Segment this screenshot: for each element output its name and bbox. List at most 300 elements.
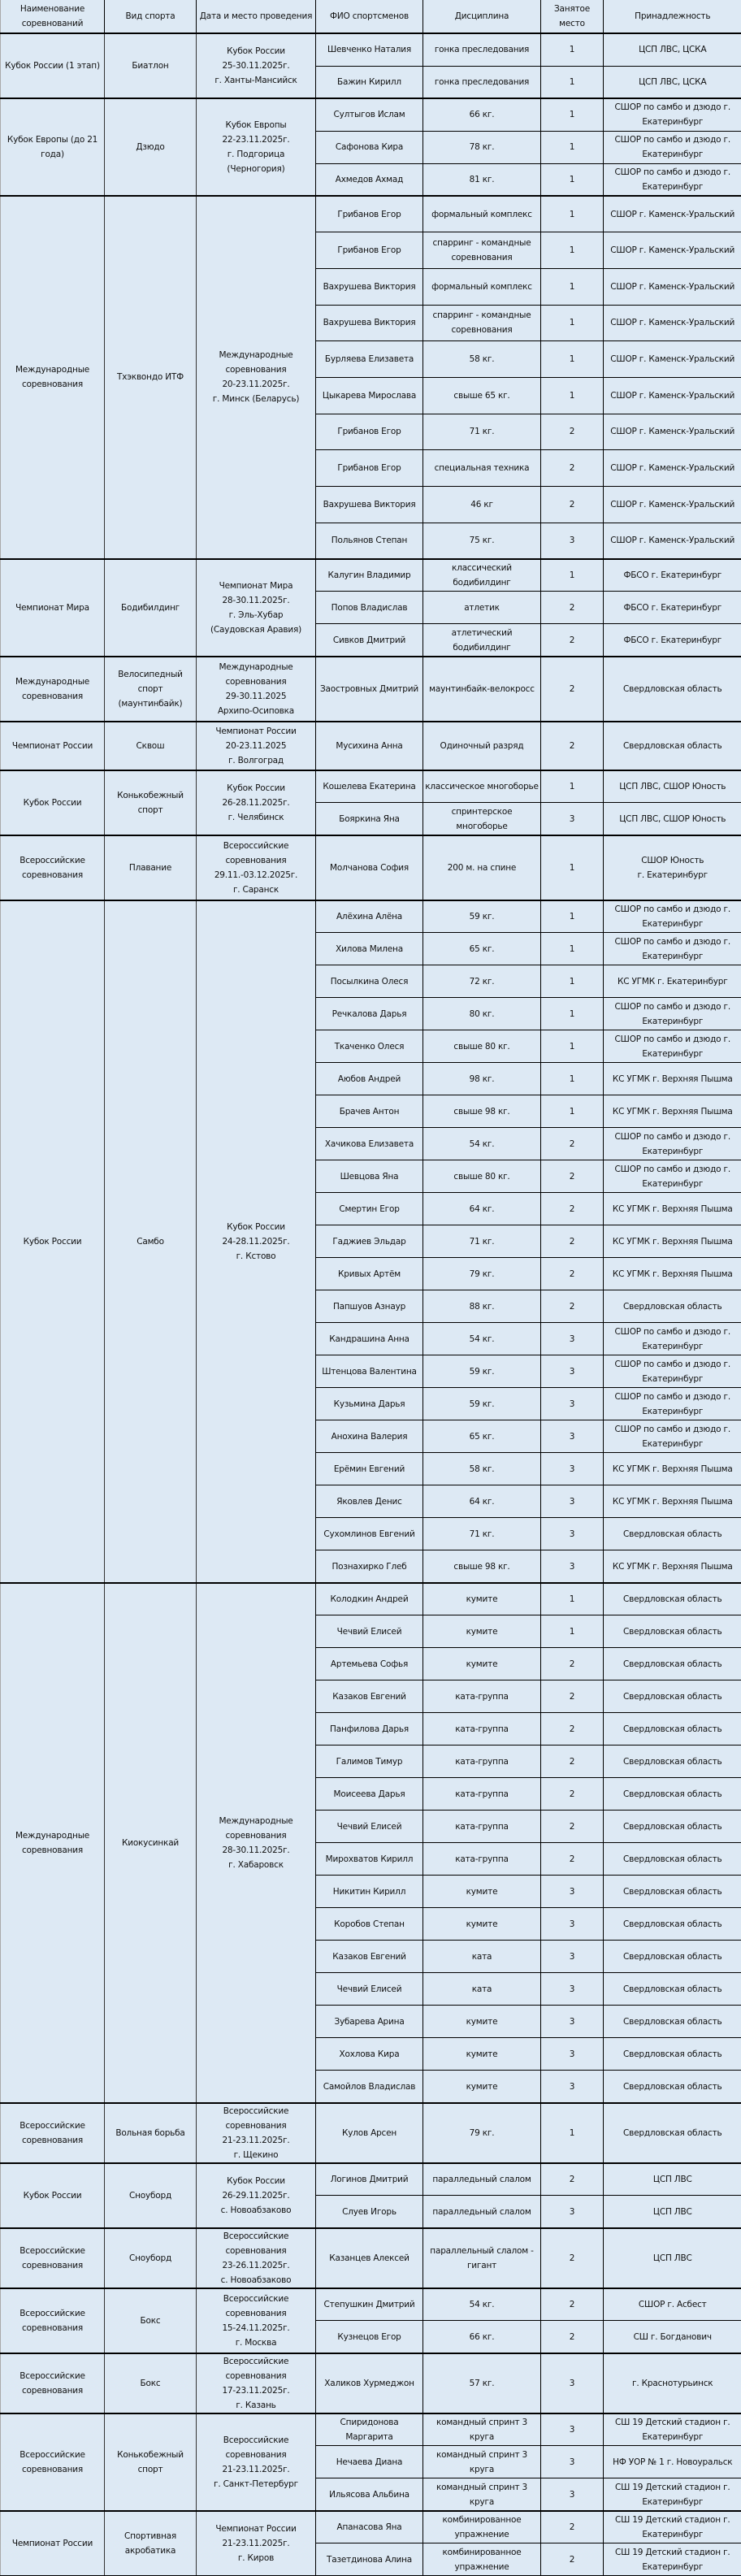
discipline-text: кумите bbox=[466, 2081, 498, 2092]
affiliation-text: КС УГМК г. Верхняя Пышма bbox=[612, 1106, 733, 1117]
place bbox=[541, 1941, 604, 1973]
discipline bbox=[423, 835, 541, 900]
place-text: 1 bbox=[569, 912, 575, 922]
affiliation-text: г. Краснотурьинск bbox=[632, 2378, 713, 2388]
athlete-name-text: Казаков Евгений bbox=[332, 1691, 406, 1702]
affiliation-text: НФ УОР № 1 г. Новоуральск bbox=[613, 2457, 733, 2467]
header-row bbox=[1, 0, 741, 33]
event-date-place-text: Кубок России 25-30.11.2025г. г. Ханты-Мансийск bbox=[214, 46, 297, 85]
affiliation bbox=[604, 900, 741, 933]
athlete-name-text: Бурляева Елизавета bbox=[324, 354, 414, 365]
competition-name bbox=[1, 196, 105, 559]
discipline-text: свыше 80 кг. bbox=[453, 1041, 510, 1052]
place bbox=[541, 1876, 604, 1908]
athlete-name bbox=[316, 1746, 423, 1778]
table-row bbox=[1, 33, 741, 66]
affiliation bbox=[604, 2478, 741, 2511]
place-text: 2 bbox=[569, 2175, 575, 2185]
affiliation bbox=[604, 268, 741, 305]
athlete-name bbox=[316, 232, 423, 269]
place-text: 3 bbox=[569, 2016, 575, 2027]
place-text: 2 bbox=[569, 740, 575, 751]
discipline-text: 57 кг. bbox=[469, 2378, 495, 2388]
place-text: 1 bbox=[569, 110, 575, 120]
sport-type bbox=[105, 2413, 197, 2511]
discipline bbox=[423, 2288, 541, 2321]
place-text: 2 bbox=[569, 1203, 575, 1214]
affiliation bbox=[604, 1648, 741, 1680]
athlete-name-text: Посылкина Олеся bbox=[330, 976, 409, 987]
place-text: 2 bbox=[569, 1724, 575, 1734]
sport-type bbox=[105, 900, 197, 1583]
discipline bbox=[423, 1843, 541, 1876]
affiliation-text: СШОР г. Асбест bbox=[638, 2300, 707, 2310]
athlete-name-text: Заостровных Дмитрий bbox=[319, 683, 419, 694]
sport-type bbox=[105, 2288, 197, 2353]
athlete-name bbox=[316, 487, 423, 523]
athlete-name bbox=[316, 657, 423, 722]
affiliation bbox=[604, 2413, 741, 2446]
athlete-name-text: Спиридонова Маргарита bbox=[340, 2418, 399, 2443]
affiliation-text: ЦСП ЛВС, СШОР Юность bbox=[619, 813, 726, 824]
table-row bbox=[1, 1583, 741, 1615]
place-text: 2 bbox=[569, 1236, 575, 1247]
athlete-name bbox=[316, 450, 423, 487]
affiliation-text: СШОР по самбо и дзюдо г. Екатеринбург bbox=[614, 1164, 730, 1189]
discipline bbox=[423, 1648, 541, 1680]
sport-type-text: Сноуборд bbox=[128, 2190, 172, 2201]
athlete-name-text: Ильясова Альбина bbox=[329, 2489, 410, 2500]
discipline-text: классическое многоборье bbox=[425, 782, 539, 792]
athlete-name bbox=[316, 2288, 423, 2321]
athlete-name bbox=[316, 835, 423, 900]
place bbox=[541, 1258, 604, 1290]
discipline bbox=[423, 592, 541, 624]
discipline bbox=[423, 305, 541, 341]
discipline-text: паралледьный слалом bbox=[432, 2206, 531, 2217]
table-row bbox=[1, 770, 741, 803]
discipline-text: атлетик bbox=[464, 602, 500, 613]
place bbox=[541, 131, 604, 163]
discipline bbox=[423, 33, 541, 66]
place bbox=[541, 1225, 604, 1258]
affiliation bbox=[604, 163, 741, 196]
athlete-name-text: Попов Владислав bbox=[331, 602, 408, 613]
affiliation-text: СШ 19 Детский стадион г. Екатеринбург bbox=[614, 2547, 730, 2572]
athlete-name bbox=[316, 1973, 423, 2006]
discipline bbox=[423, 1811, 541, 1843]
affiliation-text: ЦСП ЛВС bbox=[652, 2206, 692, 2217]
place bbox=[541, 1063, 604, 1095]
event-date-place-text: Всероссийские соревнования 29.11.-03.12.2025г. г. Саранск bbox=[214, 840, 298, 895]
place bbox=[541, 523, 604, 559]
athlete-name-text: Хилова Милена bbox=[336, 943, 403, 954]
event-date-place-text: Чемпионат России 20-23.11.2025 г. Волгоград bbox=[215, 726, 297, 765]
discipline bbox=[423, 1225, 541, 1258]
discipline-text: командный спринт 3 круга bbox=[436, 2449, 528, 2474]
header-athlete: ФИО спортсменов bbox=[316, 0, 423, 33]
affiliation bbox=[604, 2006, 741, 2038]
athlete-name-text: Кошелева Екатерина bbox=[323, 782, 416, 792]
place-text: 1 bbox=[569, 245, 575, 256]
place-text: 1 bbox=[569, 1594, 575, 1605]
affiliation bbox=[604, 1030, 741, 1063]
place bbox=[541, 1030, 604, 1063]
affiliation bbox=[604, 1615, 741, 1648]
athlete-name bbox=[316, 2446, 423, 2478]
discipline bbox=[423, 1193, 541, 1225]
place bbox=[541, 33, 604, 66]
athlete-name-text: Вахрушева Виктория bbox=[323, 281, 416, 292]
athlete-name bbox=[316, 1713, 423, 1746]
place bbox=[541, 2353, 604, 2413]
discipline bbox=[423, 2071, 541, 2103]
affiliation bbox=[604, 1746, 741, 1778]
discipline bbox=[423, 1355, 541, 1388]
discipline bbox=[423, 1615, 541, 1648]
place-text: 3 bbox=[569, 2206, 575, 2217]
competition-name-text: Всероссийские соревнования bbox=[20, 2449, 85, 2474]
athlete-name-text: Галимов Тимур bbox=[336, 1756, 403, 1767]
athlete-name bbox=[316, 1193, 423, 1225]
affiliation bbox=[604, 2321, 741, 2353]
discipline-text: спарринг - командные соревнования bbox=[432, 310, 531, 336]
competition-name-text: Кубок России bbox=[23, 1236, 82, 1247]
affiliation bbox=[604, 1128, 741, 1160]
results-body bbox=[1, 33, 741, 2576]
place bbox=[541, 1746, 604, 1778]
discipline-text: 58 кг. bbox=[469, 354, 495, 365]
event-date-place-text: Кубок России 24-28.11.2025г. г. Кстово bbox=[222, 1221, 290, 1261]
sport-type bbox=[105, 835, 197, 900]
table-row bbox=[1, 2353, 741, 2413]
discipline bbox=[423, 559, 541, 592]
affiliation-text: КС УГМК г. Верхняя Пышма bbox=[612, 1203, 733, 1214]
competition-name-text: Всероссийские соревнования bbox=[20, 855, 85, 880]
discipline-text: командный спринт 3 круга bbox=[436, 2482, 528, 2507]
discipline-text: кумите bbox=[466, 2016, 498, 2027]
header-date-place: Дата и место проведения bbox=[197, 0, 316, 33]
table-row bbox=[1, 2288, 741, 2321]
affiliation-text: СШОР по самбо и дзюдо г. Екатеринбург bbox=[614, 1391, 730, 1416]
place-text: 2 bbox=[569, 1138, 575, 1149]
place bbox=[541, 1453, 604, 1485]
athlete-name-text: Колодкин Андрей bbox=[330, 1594, 409, 1605]
place bbox=[541, 2163, 604, 2196]
discipline bbox=[423, 2353, 541, 2413]
athlete-name-text: Бажин Кирилл bbox=[337, 76, 401, 87]
athlete-name bbox=[316, 523, 423, 559]
affiliation bbox=[604, 2288, 741, 2321]
athlete-name-text: Шевцова Яна bbox=[340, 1171, 399, 1182]
affiliation-text: СШ 19 Детский стадион г. Екатеринбург bbox=[614, 2515, 730, 2540]
athlete-name-text: Грибанов Егор bbox=[337, 427, 401, 437]
affiliation-text: Свердловская область bbox=[622, 740, 722, 751]
discipline bbox=[423, 998, 541, 1030]
discipline bbox=[423, 1778, 541, 1811]
athlete-name-text: Шевченко Наталия bbox=[327, 45, 412, 55]
affiliation-text: ФБСО г. Екатеринбург bbox=[623, 635, 722, 645]
affiliation bbox=[604, 1420, 741, 1453]
affiliation bbox=[604, 377, 741, 414]
place-text: 3 bbox=[569, 1496, 575, 1507]
affiliation-text: Свердловская область bbox=[622, 1789, 722, 1799]
athlete-name bbox=[316, 933, 423, 965]
affiliation bbox=[604, 592, 741, 624]
athlete-name-text: Кузьмина Дарья bbox=[333, 1399, 405, 1409]
affiliation-text: ФБСО г. Екатеринбург bbox=[623, 570, 722, 581]
place bbox=[541, 1615, 604, 1648]
affiliation-text: СШОР г. Каменск-Уральский bbox=[610, 536, 735, 546]
sport-type-text: Вольная борьба bbox=[115, 2127, 185, 2138]
discipline bbox=[423, 2511, 541, 2543]
affiliation bbox=[604, 1193, 741, 1225]
discipline bbox=[423, 1160, 541, 1193]
athlete-name bbox=[316, 1485, 423, 1518]
affiliation-text: КС УГМК г. Екатеринбург bbox=[617, 976, 728, 987]
affiliation bbox=[604, 1225, 741, 1258]
athlete-name bbox=[316, 1128, 423, 1160]
place bbox=[541, 1550, 604, 1583]
affiliation-text: КС УГМК г. Верхняя Пышма bbox=[612, 1268, 733, 1279]
athlete-name bbox=[316, 2478, 423, 2511]
competition-name-text: Международные соревнования bbox=[15, 365, 90, 390]
event-date-place bbox=[197, 98, 316, 196]
place bbox=[541, 163, 604, 196]
affiliation bbox=[604, 1453, 741, 1485]
affiliation bbox=[604, 2228, 741, 2288]
discipline bbox=[423, 377, 541, 414]
place-text: 3 bbox=[569, 2049, 575, 2059]
sport-type-text: Сноуборд bbox=[128, 2253, 172, 2263]
affiliation-text: СШ 19 Детский стадион г. Екатеринбург bbox=[614, 2418, 730, 2443]
place bbox=[541, 722, 604, 770]
discipline-text: ката-группа bbox=[455, 1756, 509, 1767]
place bbox=[541, 2478, 604, 2511]
discipline-text: свыше 98 кг. bbox=[453, 1106, 510, 1117]
discipline bbox=[423, 66, 541, 98]
place-text: 3 bbox=[569, 1561, 575, 1572]
athlete-name bbox=[316, 1583, 423, 1615]
place-text: 3 bbox=[569, 1399, 575, 1409]
athlete-name bbox=[316, 1388, 423, 1420]
place bbox=[541, 2511, 604, 2543]
athlete-name bbox=[316, 2038, 423, 2071]
sport-type bbox=[105, 770, 197, 835]
place bbox=[541, 770, 604, 803]
competition-name bbox=[1, 2353, 105, 2413]
discipline-text: 71 кг. bbox=[469, 1529, 495, 1539]
athlete-name bbox=[316, 305, 423, 341]
place bbox=[541, 1583, 604, 1615]
table-row bbox=[1, 722, 741, 770]
competition-name-text: Чемпионат России bbox=[11, 740, 93, 751]
discipline bbox=[423, 2038, 541, 2071]
place bbox=[541, 1160, 604, 1193]
athlete-name-text: Ахмедов Ахмад bbox=[335, 174, 404, 184]
athlete-name-text: Грибанов Егор bbox=[337, 463, 401, 474]
discipline-text: 54 кг. bbox=[469, 1334, 495, 1344]
place-text: 1 bbox=[569, 390, 575, 401]
place-text: 2 bbox=[569, 1821, 575, 1832]
discipline-text: командный спринт 3 круга bbox=[436, 2418, 528, 2443]
affiliation bbox=[604, 2038, 741, 2071]
athlete-name-text: Гаджиев Эльдар bbox=[332, 1236, 406, 1247]
place-text: 2 bbox=[569, 1691, 575, 1702]
athlete-name-text: Апанасова Яна bbox=[336, 2522, 402, 2533]
affiliation bbox=[604, 131, 741, 163]
place-text: 1 bbox=[569, 1041, 575, 1052]
discipline-text: 78 кг. bbox=[469, 142, 495, 152]
athlete-name bbox=[316, 414, 423, 450]
athlete-name-text: Коробов Степан bbox=[334, 1919, 405, 1929]
sport-type bbox=[105, 559, 197, 657]
place-text: 1 bbox=[569, 209, 575, 219]
discipline bbox=[423, 2321, 541, 2353]
athlete-name bbox=[316, 998, 423, 1030]
place bbox=[541, 933, 604, 965]
affiliation-text: КС УГМК г. Верхняя Пышма bbox=[612, 1496, 733, 1507]
competition-name-text: Всероссийские соревнования bbox=[20, 2120, 85, 2145]
discipline-text: 79 кг. bbox=[469, 2127, 495, 2138]
discipline bbox=[423, 1680, 541, 1713]
discipline bbox=[423, 2413, 541, 2446]
competition-name bbox=[1, 657, 105, 722]
affiliation bbox=[604, 2511, 741, 2543]
event-date-place-text: Всероссийские соревнования 15-24.11.2025г. г. Москва bbox=[222, 2293, 290, 2348]
athlete-name-text: Папшуов Азнаур bbox=[332, 1301, 406, 1312]
discipline-text: ката bbox=[471, 1951, 492, 1962]
discipline bbox=[423, 1518, 541, 1550]
place-text: 2 bbox=[569, 2253, 575, 2263]
competition-name-text: Кубок России bbox=[23, 2190, 82, 2201]
athlete-name bbox=[316, 66, 423, 98]
affiliation bbox=[604, 965, 741, 998]
discipline-text: 59 кг. bbox=[469, 1366, 495, 1377]
athlete-name bbox=[316, 1323, 423, 1355]
sport-type-text: Самбо bbox=[136, 1236, 164, 1247]
affiliation-text: СШОР г. Каменск-Уральский bbox=[610, 427, 735, 437]
place bbox=[541, 2413, 604, 2446]
place bbox=[541, 2038, 604, 2071]
discipline-text: ката-группа bbox=[455, 1691, 509, 1702]
competition-name bbox=[1, 2163, 105, 2228]
place bbox=[541, 66, 604, 98]
affiliation bbox=[604, 933, 741, 965]
athlete-name bbox=[316, 1160, 423, 1193]
affiliation-text: Свердловская область bbox=[622, 683, 722, 694]
discipline-text: 75 кг. bbox=[469, 536, 495, 546]
affiliation bbox=[604, 1778, 741, 1811]
event-date-place-text: Кубок России 26-28.11.2025г. г. Челябинск bbox=[222, 783, 290, 822]
affiliation bbox=[604, 1063, 741, 1095]
sport-type bbox=[105, 196, 197, 559]
discipline bbox=[423, 933, 541, 965]
event-date-place-text: Всероссийские соревнования 21-23.11.2025г. г. Щекино bbox=[222, 2105, 290, 2160]
competition-name bbox=[1, 722, 105, 770]
athlete-name bbox=[316, 1648, 423, 1680]
athlete-name-text: Хохлова Кира bbox=[339, 2049, 400, 2059]
place bbox=[541, 1193, 604, 1225]
affiliation-text: ЦСП ЛВС bbox=[652, 2175, 692, 2185]
place-text: 1 bbox=[569, 1106, 575, 1117]
place bbox=[541, 1355, 604, 1388]
event-date-place-text: Кубок Европы 22-23.11.2025г. г. Подгорица (Черногория) bbox=[222, 120, 290, 174]
discipline bbox=[423, 2543, 541, 2576]
athlete-name bbox=[316, 2196, 423, 2228]
athlete-name-text: Кузнецов Егор bbox=[337, 2331, 401, 2342]
place bbox=[541, 1713, 604, 1746]
athlete-name bbox=[316, 268, 423, 305]
discipline-text: комбинированное упражнение bbox=[442, 2547, 522, 2572]
athlete-name-text: Халиков Хурмеджон bbox=[324, 2378, 414, 2388]
athlete-name-text: Артемьева Софья bbox=[330, 1659, 409, 1669]
discipline bbox=[423, 2103, 541, 2163]
place-text: 3 bbox=[569, 2081, 575, 2092]
place-text: 1 bbox=[569, 862, 575, 873]
place bbox=[541, 2103, 604, 2163]
discipline bbox=[423, 657, 541, 722]
discipline-text: паралледьный слалом bbox=[432, 2175, 531, 2185]
affiliation bbox=[604, 232, 741, 269]
affiliation bbox=[604, 1160, 741, 1193]
discipline-text: кумите bbox=[466, 1886, 498, 1897]
table-row bbox=[1, 2228, 741, 2288]
athlete-name-text: Чечвий Елисей bbox=[336, 1821, 402, 1832]
place bbox=[541, 2288, 604, 2321]
discipline-text: параллельный слалом - гигант bbox=[430, 2245, 534, 2270]
discipline-text: спарринг - командные соревнования bbox=[432, 238, 531, 263]
affiliation bbox=[604, 2446, 741, 2478]
athlete-name bbox=[316, 1778, 423, 1811]
affiliation-text: СШОР по самбо и дзюдо г. Екатеринбург bbox=[614, 904, 730, 930]
athlete-name-text: Слуев Игорь bbox=[342, 2206, 396, 2217]
discipline bbox=[423, 2478, 541, 2511]
place bbox=[541, 1128, 604, 1160]
event-date-place bbox=[197, 2288, 316, 2353]
place-text: 2 bbox=[569, 463, 575, 474]
discipline-text: 59 кг. bbox=[469, 1399, 495, 1409]
table-row bbox=[1, 2163, 741, 2196]
place bbox=[541, 998, 604, 1030]
header-discipline: Дисциплина bbox=[423, 0, 541, 33]
affiliation bbox=[604, 1550, 741, 1583]
athlete-name bbox=[316, 592, 423, 624]
athlete-name bbox=[316, 2353, 423, 2413]
sport-type bbox=[105, 1583, 197, 2103]
competition-name bbox=[1, 770, 105, 835]
affiliation-text: ЦСП ЛВС, ЦСКА bbox=[639, 45, 707, 55]
affiliation bbox=[604, 1680, 741, 1713]
sport-type-text: Дзюдо bbox=[136, 142, 165, 152]
table-row bbox=[1, 2103, 741, 2163]
affiliation-text: Свердловская область bbox=[622, 1984, 722, 1994]
event-date-place bbox=[197, 2511, 316, 2576]
affiliation-text: СШ г. Богданович bbox=[633, 2331, 712, 2342]
discipline-text: 66 кг. bbox=[469, 110, 495, 120]
affiliation-text: ЦСП ЛВС bbox=[652, 2253, 692, 2263]
athlete-name bbox=[316, 2006, 423, 2038]
discipline-text: специальная техника bbox=[434, 463, 530, 474]
athlete-name-text: Зубарева Арина bbox=[334, 2016, 405, 2027]
athlete-name-text: Цыкарева Мирослава bbox=[322, 390, 417, 401]
place-text: 1 bbox=[569, 354, 575, 365]
discipline bbox=[423, 2006, 541, 2038]
athlete-name-text: Кулов Арсен bbox=[341, 2127, 397, 2138]
affiliation-text: СШОР по самбо и дзюдо г. Екатеринбург bbox=[614, 1424, 730, 1449]
affiliation-text: Свердловская область bbox=[622, 1529, 722, 1539]
place bbox=[541, 341, 604, 378]
